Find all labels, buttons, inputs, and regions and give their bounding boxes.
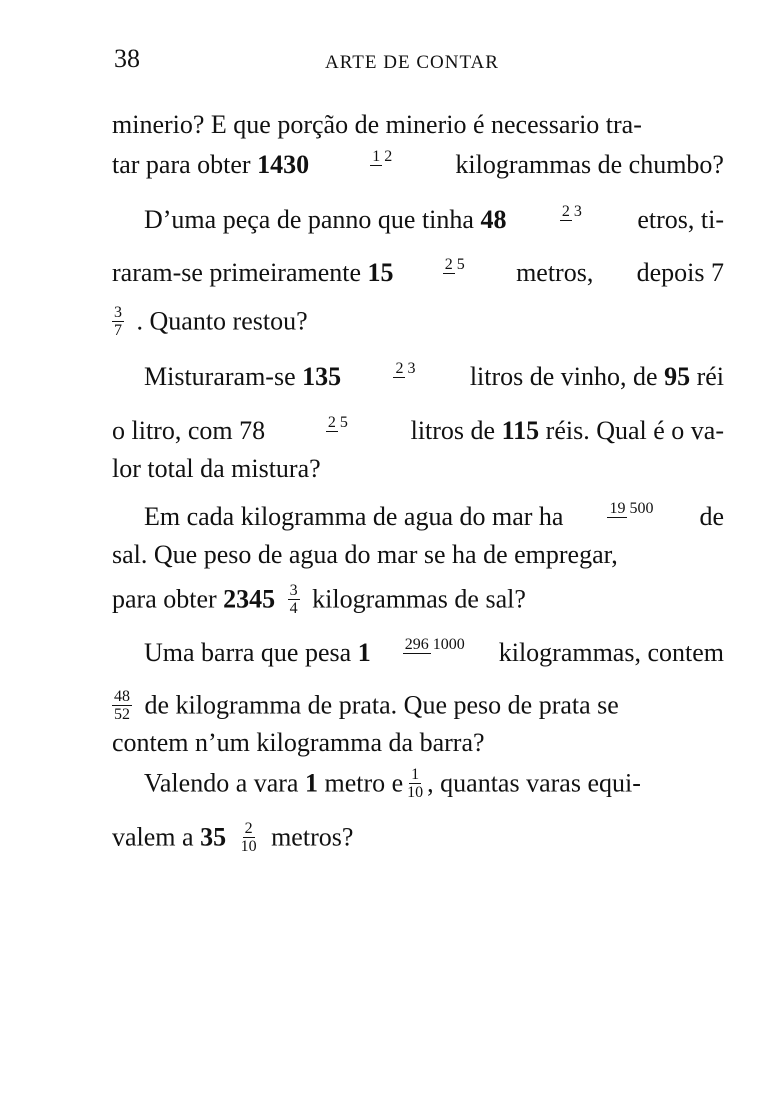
fraction: $\frac{3}{7}$: [114, 304, 122, 339]
number-bold: 35: [200, 822, 227, 852]
fraction: 19 500: [609, 500, 654, 517]
line-text: metros?: [271, 822, 354, 852]
text-line: [144, 638, 724, 668]
fraction: 2 3: [561, 203, 582, 220]
line-text: , quantas varas equi-: [427, 768, 641, 798]
line-text: Valendo a vara 1 metro e: [144, 768, 404, 798]
number-bold: 95: [664, 362, 691, 391]
number-bold: 1: [357, 638, 371, 667]
number-bold: 48: [480, 205, 507, 234]
fraction: 2 5: [327, 414, 348, 431]
line-text: kilogrammas de sal?: [312, 584, 526, 614]
line-text: kilogrammas, contem: [498, 638, 724, 667]
line-text: valem a 35: [112, 822, 227, 852]
line-text: metros,: [516, 258, 594, 287]
text-line: [112, 110, 724, 140]
fraction: 296 1000: [404, 636, 465, 653]
number-bold: 1430: [257, 150, 310, 179]
line-text: de kilogramma de prata. Que peso de prata se: [144, 690, 619, 720]
line-text: . Quanto restou?: [136, 306, 308, 336]
number-bold: 115: [501, 416, 540, 445]
line-text: o litro, com 78: [112, 416, 266, 445]
line-text: minerio? E que porção de minerio é necessario tra-: [112, 110, 642, 139]
text-line: [112, 306, 724, 341]
page-number: 38: [114, 44, 140, 73]
line-text: contem n’um kilogramma da barra?: [112, 728, 485, 757]
fraction: 1 2: [372, 148, 393, 165]
line-text: litros de 115 réis. Qual é o va-: [410, 416, 724, 445]
line-text: Em cada kilogramma de agua do mar ha: [144, 502, 564, 531]
text-line: [112, 258, 724, 288]
number-bold: 135: [302, 362, 342, 391]
fraction: $\frac{2}{10}$: [240, 820, 257, 855]
text-line: [144, 768, 724, 803]
line-text: lor total da mistura?: [112, 454, 321, 483]
fraction: 2 5: [444, 256, 465, 273]
text-line: [144, 362, 724, 392]
text-line: [144, 205, 724, 235]
number-bold: 15: [367, 258, 394, 287]
number-bold: 1: [304, 768, 318, 798]
line-text: Uma barra que pesa 1: [144, 638, 371, 667]
line-text: D’uma peça de panno que tinha 48: [144, 205, 507, 234]
text-line: [112, 690, 724, 725]
text-line: [112, 540, 724, 570]
text-line: [112, 822, 724, 857]
number-bold: 2345: [223, 584, 276, 614]
line-text: kilogrammas de chumbo?: [455, 150, 724, 179]
text-line: [144, 502, 724, 532]
line-text: depois 7: [636, 258, 724, 287]
fraction: $\frac{48}{52}$: [114, 688, 130, 723]
line-text: raram-se primeiramente 15: [112, 258, 394, 287]
running-head: ARTE DE CONTAR: [325, 52, 499, 73]
text-line: [112, 454, 724, 484]
line-text: litros de vinho, de 95 réi: [469, 362, 724, 391]
line-text: etros, ti-: [637, 205, 724, 234]
line-text: sal. Que peso de agua do mar se ha de empregar,: [112, 540, 618, 569]
line-text: de: [699, 502, 724, 531]
line-text: Misturaram-se 135: [144, 362, 342, 391]
line-text: para obter 2345: [112, 584, 276, 614]
text-line: [112, 416, 724, 446]
fraction: $\frac{3}{4}$: [289, 582, 298, 617]
text-line: [112, 728, 724, 758]
fraction: 2 3: [395, 360, 416, 377]
text-line: [112, 150, 724, 180]
text-line: [112, 584, 724, 619]
fraction: $\frac{1}{10}$: [407, 766, 424, 801]
line-text: tar para obter 1430: [112, 150, 310, 179]
